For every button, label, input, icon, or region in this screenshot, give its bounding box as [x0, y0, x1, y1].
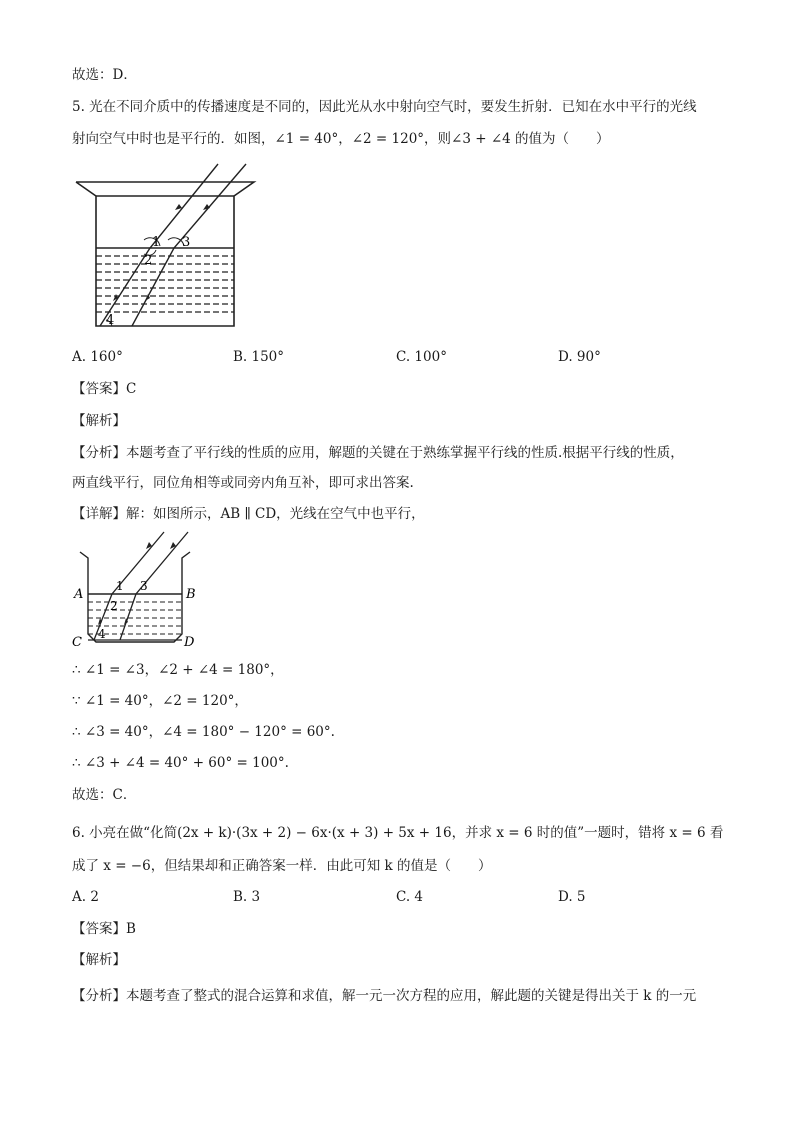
- fig2-label-1: 1: [116, 579, 124, 593]
- fig2-label-C: C: [72, 635, 82, 650]
- q5-analysis-line1: 【分析】本题考查了平行线的性质的应用，解题的关键在于熟练掌握平行线的性质.根据平行线的性质，: [72, 445, 684, 461]
- q5-option-a: A. 160°: [72, 349, 123, 365]
- q5-step3: ∴ ∠3 = 40°，∠4 = 180° − 120° = 60°.: [72, 724, 335, 740]
- prev-answer: 故选：D．: [72, 67, 137, 83]
- q6-option-b: B. 3: [233, 889, 261, 905]
- q5-option-b: B. 150°: [233, 349, 285, 365]
- fig1-label-3: 3: [182, 235, 191, 250]
- q5-choose: 故选：C．: [72, 787, 137, 803]
- q5-step4: ∴ ∠3 + ∠4 = 40° + 60° = 100°.: [72, 755, 289, 771]
- q5-step1: ∴ ∠1 = ∠3，∠2 + ∠4 = 180°，: [72, 662, 284, 678]
- q6-stem-line2: 成了 x = −6，但结果却和正确答案一样．由此可知 k 的值是（ ）: [72, 858, 492, 874]
- q6-option-c: C. 4: [396, 889, 424, 905]
- fig1-label-2: 2: [144, 253, 153, 268]
- fig2-label-2: 2: [110, 599, 118, 613]
- q6-stem-line1: 6. 小亮在做“化简(2x + k)·(3x + 2) − 6x·(x + 3) + 5x + 16，并求 x = 6 时的值”一题时，错将 x = 6 看: [72, 825, 724, 841]
- q5-figure-beaker: [70, 160, 270, 330]
- q5-option-d: D. 90°: [558, 349, 601, 365]
- fig2-label-3: 3: [140, 579, 148, 593]
- q5-figure-beaker-labeled: [70, 530, 210, 650]
- fig2-label-D: D: [184, 635, 195, 650]
- q6-analysis-line1: 【分析】本题考查了整式的混合运算和求值，解一元一次方程的应用，解此题的关键是得出关于 k 的一元: [72, 988, 697, 1004]
- fig2-label-A: A: [74, 587, 84, 602]
- q5-answer: 【答案】C: [72, 381, 137, 397]
- fig1-label-1: 1: [152, 235, 161, 250]
- q6-option-d: D. 5: [558, 889, 586, 905]
- q5-detail: 【详解】解：如图所示，AB ∥ CD，光线在空气中也平行，: [72, 506, 425, 522]
- q6-answer: 【答案】B: [72, 921, 136, 937]
- q5-stem-line1: 5. 光在不同介质中的传播速度是不同的，因此光从水中射向空气时，要发生折射．已知在水中平行的光线: [72, 99, 697, 115]
- q5-jiexi: 【解析】: [72, 413, 126, 429]
- fig1-label-4: 4: [106, 313, 115, 328]
- q5-step2: ∵ ∠1 = 40°，∠2 = 120°，: [72, 693, 248, 709]
- fig2-label-B: B: [186, 587, 196, 602]
- q6-option-a: A. 2: [72, 889, 99, 905]
- q5-option-c: C. 100°: [396, 349, 447, 365]
- fig2-label-4: 4: [98, 627, 106, 641]
- q5-analysis-line2: 两直线平行，同位角相等或同旁内角互补，即可求出答案.: [72, 475, 414, 491]
- q5-stem-line2: 射向空气中时也是平行的．如图，∠1 = 40°，∠2 = 120°，则∠3 + ∠4 的值为（ ）: [72, 131, 610, 147]
- q6-jiexi: 【解析】: [72, 952, 126, 968]
